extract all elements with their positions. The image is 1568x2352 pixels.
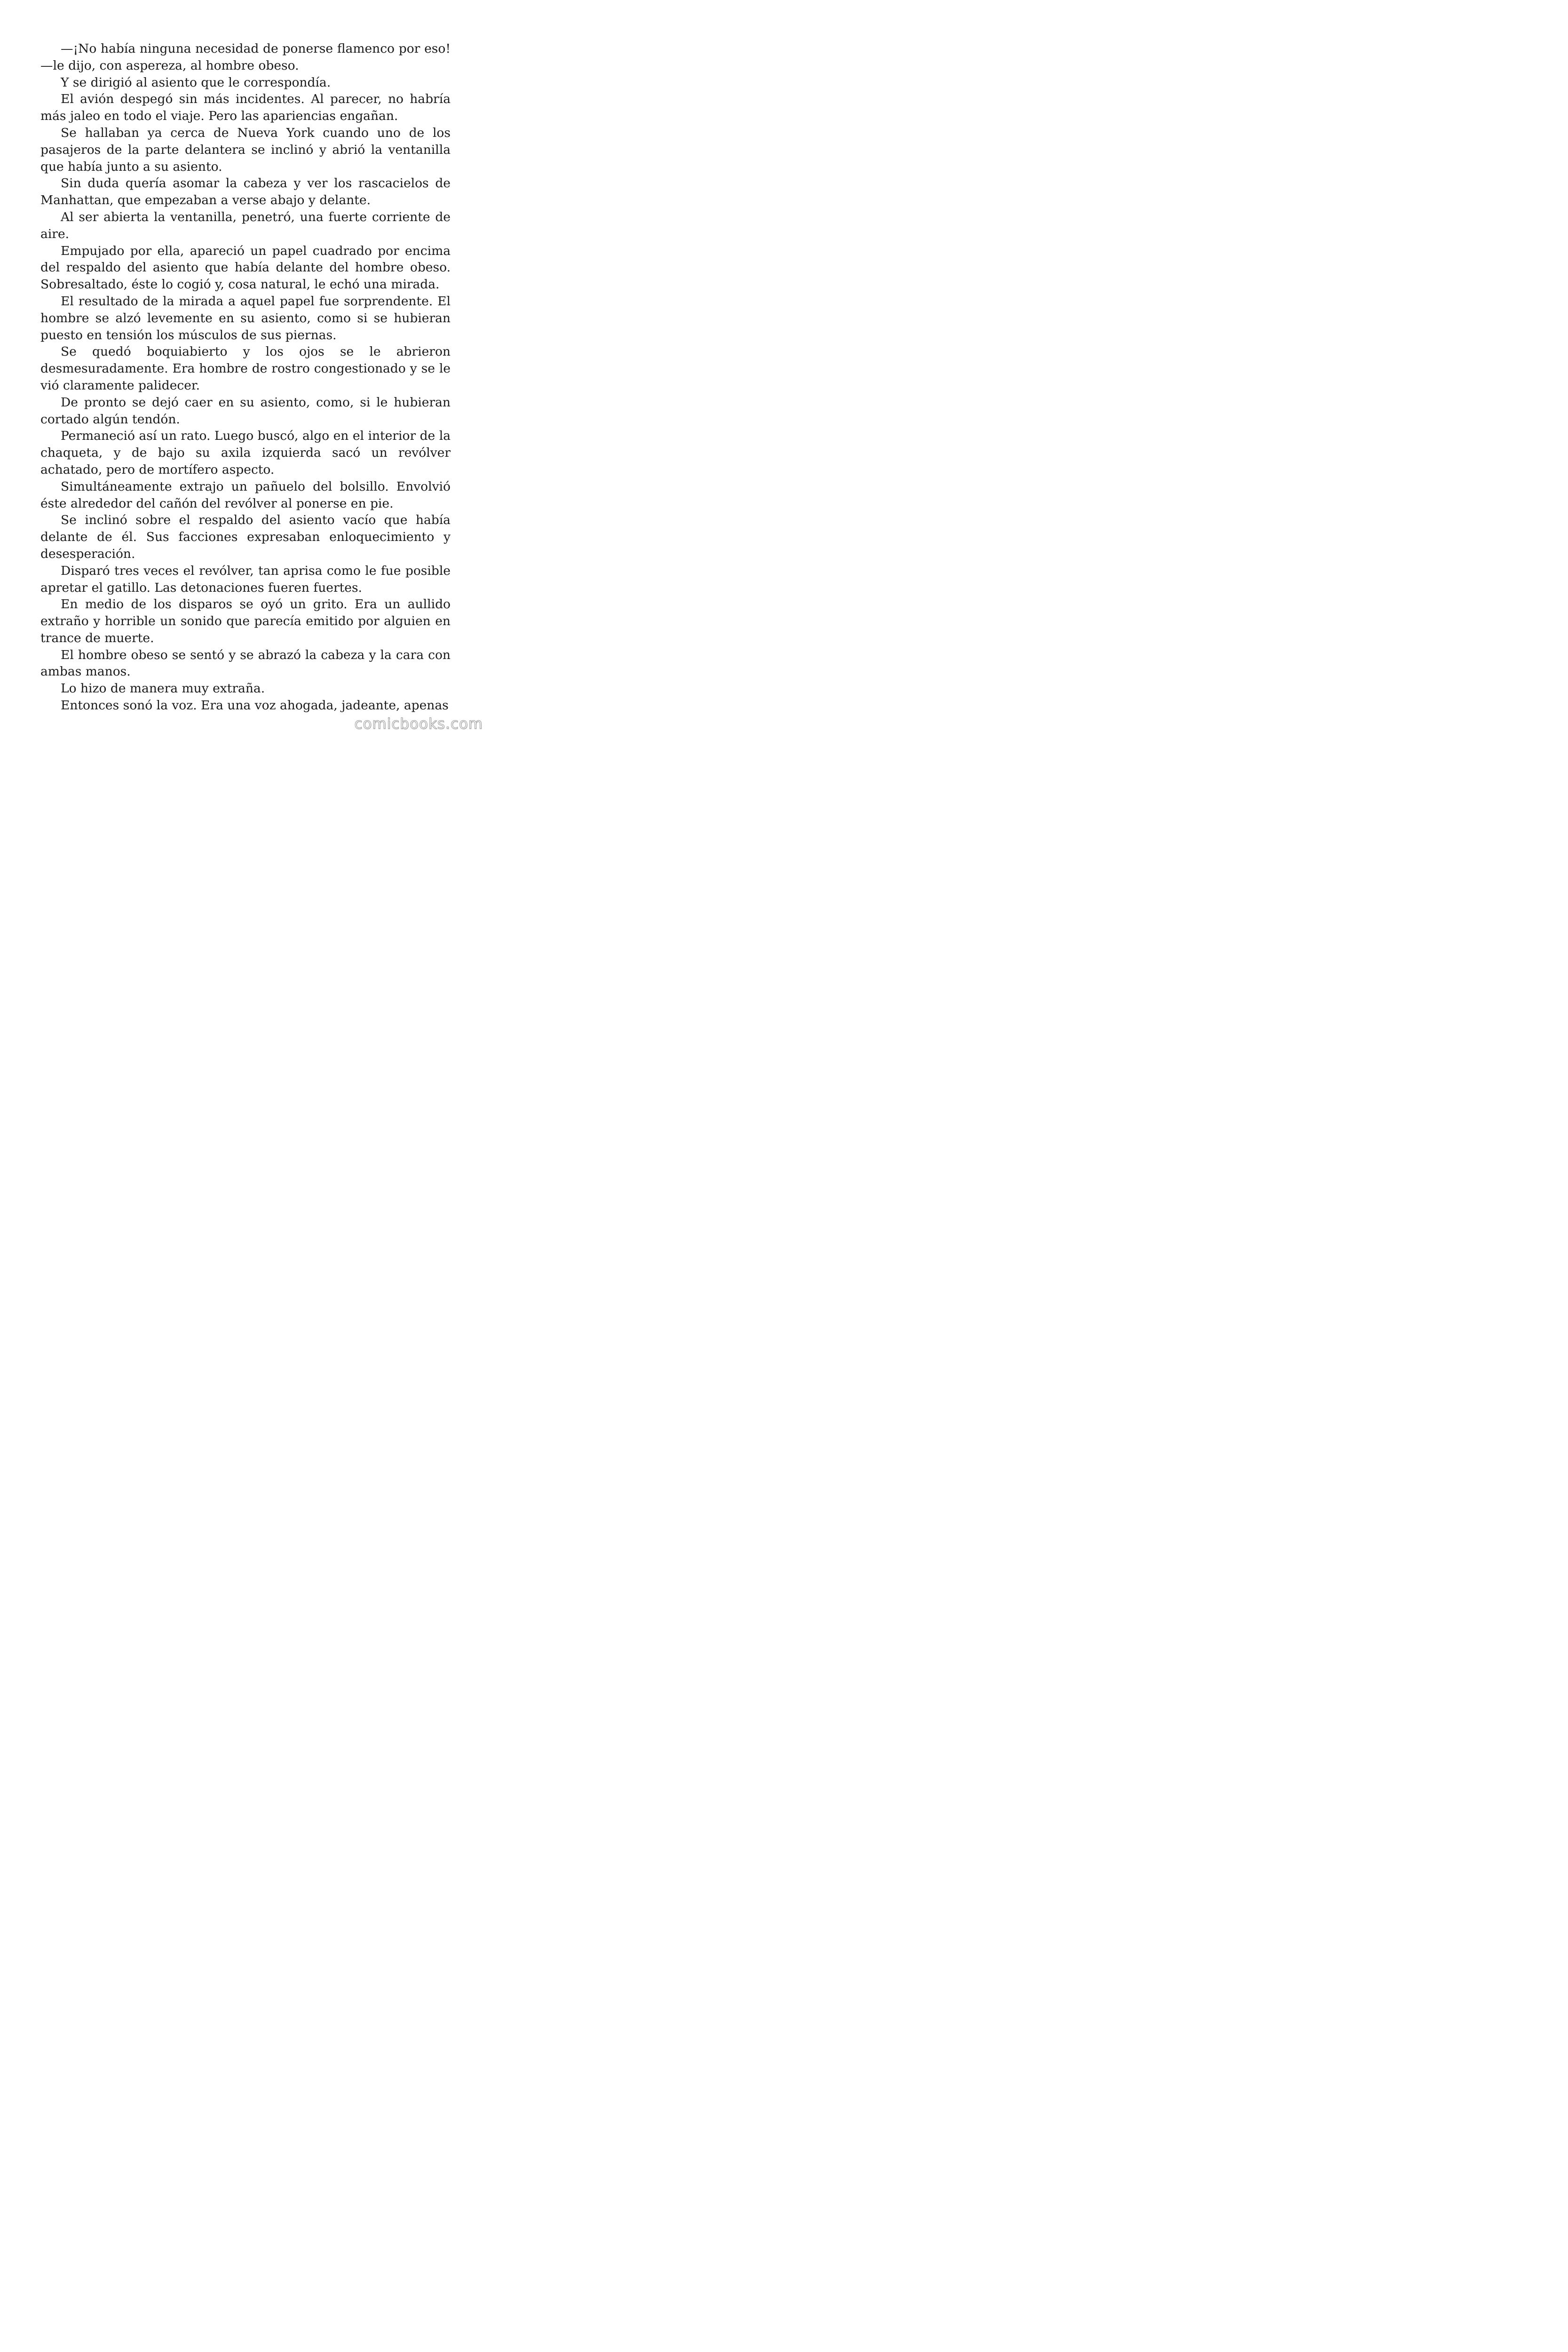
paragraph: Disparó tres veces el revólver, tan aprisa como le fue posible apretar el gatillo. Las detonaciones fueren fuertes. xyxy=(40,563,451,595)
paragraph: Permaneció así un rato. Luego buscó, algo en el interior de la chaqueta, y de bajo su axila izquierda sacó un revólver achatado, pero de mortífero aspecto. xyxy=(40,429,451,477)
paragraph: De pronto se dejó caer en su asiento, como, si le hubieran cortado algún tendón. xyxy=(40,395,451,427)
paragraph: El avión despegó sin más incidentes. Al parecer, no habría más jaleo en todo el viaje. Pero las apariencias engañan. xyxy=(40,92,451,124)
paragraph: Entonces sonó la voz. Era una voz ahogada, jadeante, apenas xyxy=(61,698,449,713)
paragraph: En medio de los disparos se oyó un grito. Era un aullido extraño y horrible un sonido que parecía emitido por alguien en trance de muerte. xyxy=(40,597,451,645)
paragraph: Al ser abierta la ventanilla, penetró, una fuerte corriente de aire. xyxy=(40,209,451,241)
paragraph: Simultáneamente extrajo un pañuelo del bolsillo. Envolvió éste alrededor del cañón del revólver al ponerse en pie. xyxy=(40,479,451,511)
watermark: comicbooks.com xyxy=(354,715,483,732)
paragraph: Lo hizo de manera muy extraña. xyxy=(61,681,265,696)
page-text xyxy=(40,40,451,714)
paragraph: Y se dirigió al asiento que le correspondía. xyxy=(61,75,331,90)
paragraph: El resultado de la mirada a aquel papel fue sorprendente. El hombre se alzó levemente en su asiento, como si se hubieran puesto en tensión los músculos de sus piernas. xyxy=(40,294,451,342)
paragraph: —¡No había ninguna necesidad de ponerse flamenco por eso! —le dijo, con aspereza, al hombre obeso. xyxy=(40,41,451,73)
paragraph: Se inclinó sobre el respaldo del asiento vacío que había delante de él. Sus facciones expresaban enloquecimiento y desesperación. xyxy=(40,513,451,561)
paragraph: Empujado por ella, apareció un papel cuadrado por encima del respaldo del asiento que había delante del hombre obeso. Sobresaltado, éste lo cogió y, cosa natural, le echó una mirada. xyxy=(40,243,451,292)
paragraph: Se quedó boquiabierto y los ojos se le abrieron desmesuradamente. Era hombre de rostro congestionado y se le vió claramente palidecer. xyxy=(40,344,451,393)
paragraph: Sin duda quería asomar la cabeza y ver los rascacielos de Manhattan, que empezaban a verse abajo y delante. xyxy=(40,176,451,208)
paragraph: Se hallaban ya cerca de Nueva York cuando uno de los pasajeros de la parte delantera se inclinó y abrió la ventanilla que había junto a su asiento. xyxy=(40,125,451,174)
paragraph: El hombre obeso se sentó y se abrazó la cabeza y la cara con ambas manos. xyxy=(40,647,451,679)
